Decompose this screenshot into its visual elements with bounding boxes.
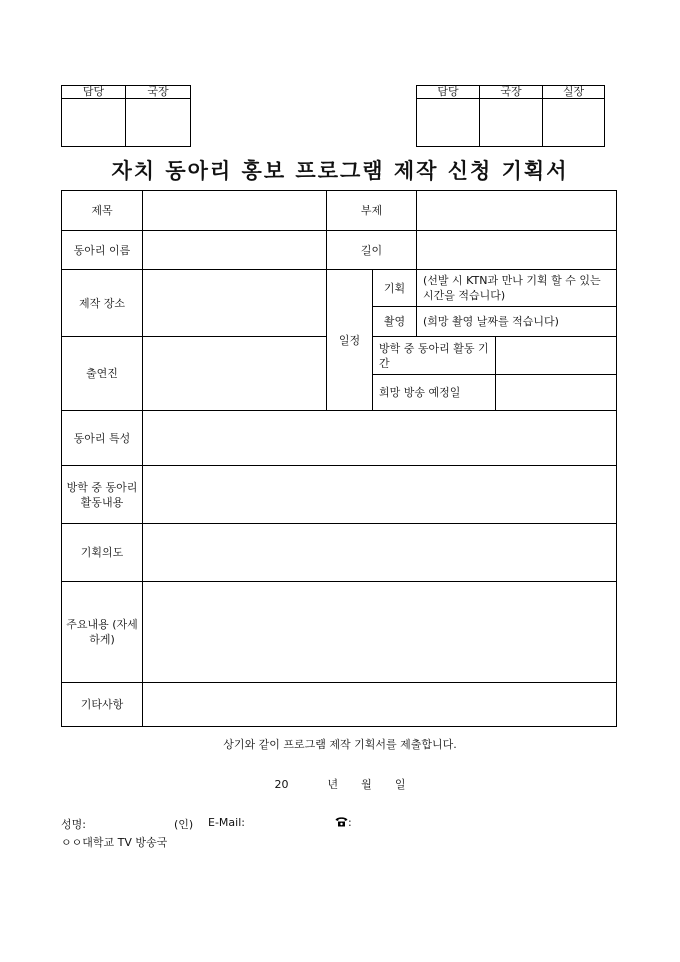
intent-label: 기획의도 bbox=[62, 524, 143, 582]
club-name-label: 동아리 이름 bbox=[62, 231, 143, 270]
phone-label: : bbox=[348, 816, 352, 829]
vacation-period-field[interactable] bbox=[496, 337, 617, 375]
location-label: 제작 장소 bbox=[62, 270, 143, 337]
vacation-activity-field[interactable] bbox=[143, 466, 617, 524]
date-month: 월 bbox=[361, 778, 372, 791]
date-line bbox=[0, 776, 680, 792]
approval-box-left bbox=[61, 85, 191, 147]
approval-sign-cell[interactable] bbox=[126, 99, 191, 147]
approval-header-manager: 담당 bbox=[417, 86, 480, 99]
submission-text: 상기와 같이 프로그램 제작 기획서를 제출합니다. bbox=[223, 738, 457, 751]
cast-field[interactable] bbox=[143, 337, 327, 411]
club-feature-field[interactable] bbox=[143, 411, 617, 466]
approval-sign-cell[interactable] bbox=[62, 99, 126, 147]
intent-field[interactable] bbox=[143, 524, 617, 582]
approval-header-director: 국장 bbox=[126, 86, 191, 99]
main-content-label: 주요내용 (자세하게) bbox=[62, 582, 143, 683]
length-field[interactable] bbox=[417, 231, 617, 270]
club-name-field[interactable] bbox=[143, 231, 327, 270]
main-content-field[interactable] bbox=[143, 582, 617, 683]
approval-sign-cell[interactable] bbox=[543, 99, 605, 147]
title-field[interactable] bbox=[143, 191, 327, 231]
approval-header-manager: 담당 bbox=[62, 86, 126, 99]
other-label: 기타사항 bbox=[62, 683, 143, 727]
broadcast-date-label: 희망 방송 예정일 bbox=[373, 375, 496, 411]
broadcast-date-field[interactable] bbox=[496, 375, 617, 411]
other-field[interactable] bbox=[143, 683, 617, 727]
seal-label: (인) bbox=[174, 818, 194, 831]
approval-box-right bbox=[416, 85, 605, 147]
approval-header-director: 국장 bbox=[480, 86, 543, 99]
title-label: 제목 bbox=[62, 191, 143, 231]
location-field[interactable] bbox=[143, 270, 327, 337]
date-year: 년 bbox=[327, 778, 339, 791]
name-label: 성명: bbox=[61, 818, 86, 831]
telephone-icon bbox=[335, 816, 348, 827]
approval-header-chief: 실장 bbox=[543, 86, 605, 99]
cast-label: 출연진 bbox=[62, 337, 143, 411]
approval-sign-cell[interactable] bbox=[417, 99, 480, 147]
filming-note[interactable]: (희망 촬영 날짜를 적습니다) bbox=[417, 307, 617, 337]
page-title: 자치 동아리 홍보 프로그램 제작 신청 기획서 bbox=[111, 158, 569, 183]
phone-field bbox=[335, 816, 352, 829]
planning-note[interactable]: (선발 시 KTN과 만나 기획 할 수 있는 시간을 적습니다) bbox=[417, 270, 617, 307]
email-label: E-Mail: bbox=[208, 816, 245, 829]
application-form bbox=[61, 190, 617, 727]
subtitle-field[interactable] bbox=[417, 191, 617, 231]
approval-sign-cell[interactable] bbox=[480, 99, 543, 147]
club-feature-label: 동아리 특성 bbox=[62, 411, 143, 466]
vacation-activity-label: 방학 중 동아리 활동내용 bbox=[62, 466, 143, 524]
date-year-prefix: 20 bbox=[274, 778, 289, 791]
vacation-period-label: 방학 중 동아리 활동 기간 bbox=[373, 337, 496, 375]
length-label: 길이 bbox=[327, 231, 417, 270]
schedule-label: 일정 bbox=[327, 270, 373, 411]
organization-name: ㅇㅇ대학교 TV 방송국 bbox=[61, 836, 168, 849]
date-day: 일 bbox=[394, 778, 406, 791]
subtitle-label: 부제 bbox=[327, 191, 417, 231]
planning-label: 기획 bbox=[373, 270, 417, 307]
filming-label: 촬영 bbox=[373, 307, 417, 337]
